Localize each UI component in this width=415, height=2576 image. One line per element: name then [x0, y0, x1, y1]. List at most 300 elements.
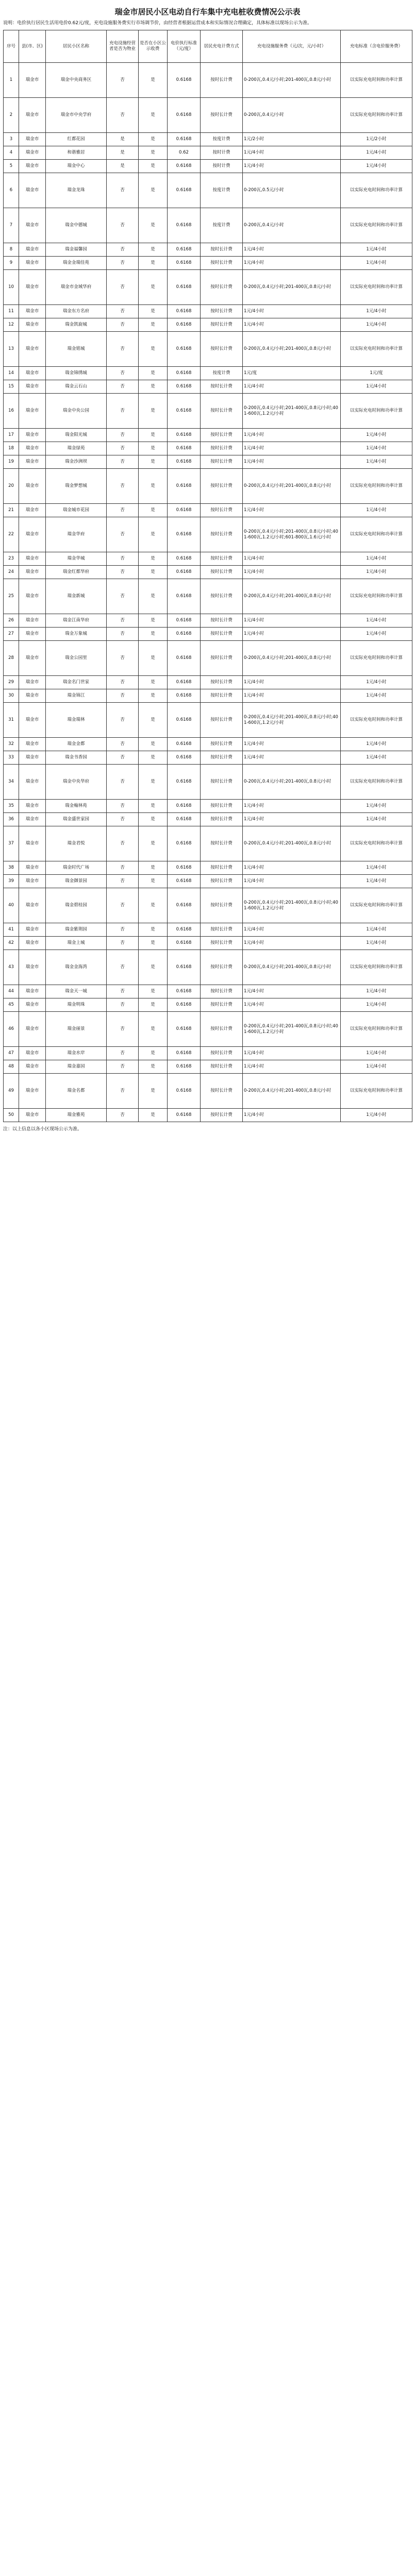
cell-charge-mode: 按度计费 [201, 367, 243, 380]
cell-is-displayed: 是 [139, 552, 168, 566]
cell-power-price: 0.6168 [168, 641, 201, 676]
cell-community: 瑞金名都 [46, 1074, 107, 1109]
table-row [4, 1012, 412, 1047]
cell-charge-mode: 按时长计费 [201, 628, 243, 641]
cell-total-price: 1元/4小时 [341, 380, 412, 394]
cell-power-price: 0.6168 [168, 517, 201, 552]
cell-service-fee: 0-200瓦,0.4元/小时;201-400瓦,0.8元/小时;401-600瓦,1.2元/小时 [243, 888, 341, 923]
table-row [4, 628, 412, 641]
cell-power-price: 0.6168 [168, 689, 201, 703]
cell-charge-mode: 按时长计费 [201, 614, 243, 628]
cell-district: 瑞金市 [19, 332, 46, 367]
cell-service-fee: 0-200瓦,0.4元/小时 [243, 208, 341, 243]
cell-is-self: 否 [107, 800, 139, 813]
cell-district: 瑞金市 [19, 826, 46, 861]
cell-is-displayed: 是 [139, 1012, 168, 1047]
table-row [4, 208, 412, 243]
cell-power-price: 0.6168 [168, 455, 201, 469]
cell-community: 瑞金公园里 [46, 641, 107, 676]
cell-is-displayed: 是 [139, 826, 168, 861]
cell-community: 瑞金江南华府 [46, 614, 107, 628]
table-row [4, 332, 412, 367]
cell-district: 瑞金市 [19, 1074, 46, 1109]
cell-charge-mode: 按时长计费 [201, 305, 243, 318]
cell-seq: 35 [4, 800, 19, 813]
table-row [4, 950, 412, 985]
cell-community: 瑞金明珠 [46, 998, 107, 1012]
cell-service-fee: 1元/4小时 [243, 689, 341, 703]
cell-charge-mode: 按时长计费 [201, 923, 243, 937]
cell-power-price: 0.6168 [168, 676, 201, 689]
cell-is-self: 否 [107, 689, 139, 703]
cell-service-fee: 0-200瓦,0.4元/小时;201-400瓦,0.8元/小时 [243, 63, 341, 98]
cell-service-fee: 1元/4小时 [243, 813, 341, 826]
cell-service-fee: 1元/4小时 [243, 455, 341, 469]
cell-seq: 17 [4, 429, 19, 442]
cell-is-displayed: 是 [139, 305, 168, 318]
cell-seq: 23 [4, 552, 19, 566]
cell-service-fee: 0-200瓦,0.4元/小时;201-400瓦,0.8元/小时 [243, 641, 341, 676]
cell-is-displayed: 是 [139, 800, 168, 813]
cell-total-price: 1元/4小时 [341, 998, 412, 1012]
cell-seq: 8 [4, 243, 19, 257]
cell-charge-mode: 按时长计费 [201, 98, 243, 133]
cell-charge-mode: 按度计费 [201, 173, 243, 208]
cell-total-price: 以实际充电时间和功率计算 [341, 469, 412, 504]
table-row [4, 861, 412, 875]
cell-district: 瑞金市 [19, 442, 46, 455]
cell-seq: 41 [4, 923, 19, 937]
cell-district: 瑞金市 [19, 160, 46, 173]
cell-is-displayed: 是 [139, 566, 168, 579]
cell-total-price: 1元/4小时 [341, 1060, 412, 1074]
cell-seq: 1 [4, 63, 19, 98]
cell-power-price: 0.6168 [168, 367, 201, 380]
cell-community: 瑞金天一城 [46, 985, 107, 998]
cell-district: 瑞金市 [19, 703, 46, 738]
cell-charge-mode: 按时长计费 [201, 1109, 243, 1122]
cell-service-fee: 0-200瓦,0.4元/小时;201-400瓦,0.8元/小时 [243, 950, 341, 985]
cell-community: 瑞金书香园 [46, 751, 107, 765]
cell-charge-mode: 按时长计费 [201, 985, 243, 998]
cell-is-self: 否 [107, 765, 139, 800]
cell-service-fee: 0-200瓦,0.4元/小时;201-400瓦,0.8元/小时 [243, 1074, 341, 1109]
cell-charge-mode: 按时长计费 [201, 1060, 243, 1074]
cell-total-price: 1元/4小时 [341, 1109, 412, 1122]
table-row [4, 133, 412, 146]
table-row [4, 738, 412, 751]
table-row [4, 270, 412, 305]
cell-total-price: 以实际充电时间和功率计算 [341, 579, 412, 614]
cell-power-price: 0.6168 [168, 270, 201, 305]
cell-total-price: 1元/4小时 [341, 800, 412, 813]
col-is-self: 充电设施经营者是否为物业 [107, 30, 139, 63]
cell-district: 瑞金市 [19, 367, 46, 380]
footer-note: 注：以上信息以各小区现场公示为准。 [3, 1127, 82, 1132]
cell-charge-mode: 按时长计费 [201, 455, 243, 469]
cell-is-self: 否 [107, 1074, 139, 1109]
cell-seq: 11 [4, 305, 19, 318]
cell-seq: 15 [4, 380, 19, 394]
cell-district: 瑞金市 [19, 257, 46, 270]
cell-community: 瑞金锦江 [46, 689, 107, 703]
col-charge-mode: 居民充电计费方式 [201, 30, 243, 63]
cell-is-displayed: 是 [139, 257, 168, 270]
cell-power-price: 0.6168 [168, 703, 201, 738]
cell-charge-mode: 按时长计费 [201, 676, 243, 689]
cell-seq: 21 [4, 504, 19, 517]
cell-is-displayed: 是 [139, 676, 168, 689]
table-row [4, 257, 412, 270]
cell-is-self: 否 [107, 367, 139, 380]
cell-community: 瑞金凯旋城 [46, 318, 107, 332]
cell-district: 瑞金市 [19, 676, 46, 689]
table-row [4, 923, 412, 937]
cell-community: 红都花园 [46, 133, 107, 146]
cell-total-price: 1元/4小时 [341, 614, 412, 628]
cell-district: 瑞金市 [19, 579, 46, 614]
cell-community: 瑞金嘉园 [46, 1060, 107, 1074]
table-row [4, 765, 412, 800]
cell-is-displayed: 是 [139, 208, 168, 243]
cell-community: 瑞金金都 [46, 738, 107, 751]
table-row [4, 826, 412, 861]
cell-seq: 25 [4, 579, 19, 614]
cell-community: 瑞金翰林苑 [46, 800, 107, 813]
table-row [4, 1074, 412, 1109]
cell-seq: 2 [4, 98, 19, 133]
cell-service-fee: 1元/4小时 [243, 504, 341, 517]
cell-power-price: 0.6168 [168, 1074, 201, 1109]
cell-is-displayed: 是 [139, 160, 168, 173]
cell-is-self: 否 [107, 1047, 139, 1060]
cell-is-displayed: 是 [139, 367, 168, 380]
cell-community: 瑞金盛世家园 [46, 813, 107, 826]
cell-is-displayed: 是 [139, 429, 168, 442]
cell-charge-mode: 按时长计费 [201, 332, 243, 367]
cell-is-self: 否 [107, 63, 139, 98]
cell-district: 瑞金市 [19, 738, 46, 751]
cell-community: 瑞金金海湾 [46, 950, 107, 985]
cell-seq: 19 [4, 455, 19, 469]
table-row [4, 380, 412, 394]
table-row [4, 243, 412, 257]
cell-service-fee: 1元/4小时 [243, 257, 341, 270]
cell-seq: 33 [4, 751, 19, 765]
cell-charge-mode: 按时长计费 [201, 469, 243, 504]
cell-seq: 32 [4, 738, 19, 751]
cell-is-displayed: 是 [139, 318, 168, 332]
cell-service-fee: 1元/4小时 [243, 800, 341, 813]
cell-district: 瑞金市 [19, 517, 46, 552]
cell-is-displayed: 是 [139, 442, 168, 455]
cell-is-displayed: 是 [139, 98, 168, 133]
cell-is-displayed: 是 [139, 133, 168, 146]
cell-community: 瑞金华城 [46, 552, 107, 566]
cell-seq: 24 [4, 566, 19, 579]
cell-community: 瑞金中央公园 [46, 394, 107, 429]
cell-total-price: 1元/4小时 [341, 676, 412, 689]
cell-charge-mode: 按时长计费 [201, 504, 243, 517]
table-row [4, 160, 412, 173]
cell-is-self: 否 [107, 243, 139, 257]
cell-is-self: 否 [107, 429, 139, 442]
cell-is-self: 否 [107, 888, 139, 923]
cell-is-self: 否 [107, 985, 139, 998]
col-total-price: 充电标准（含电价服务费） [341, 30, 412, 63]
cell-is-self: 否 [107, 738, 139, 751]
table-row [4, 937, 412, 950]
cell-power-price: 0.6168 [168, 332, 201, 367]
cell-community: 瑞金名门世家 [46, 676, 107, 689]
cell-total-price: 1元/4小时 [341, 146, 412, 160]
cell-seq: 49 [4, 1074, 19, 1109]
table-row [4, 998, 412, 1012]
cell-seq: 16 [4, 394, 19, 429]
cell-power-price: 0.6168 [168, 888, 201, 923]
cell-power-price: 0.6168 [168, 394, 201, 429]
cell-service-fee: 1元/4小时 [243, 875, 341, 888]
cell-total-price: 1元/4小时 [341, 751, 412, 765]
cell-district: 瑞金市 [19, 923, 46, 937]
cell-power-price: 0.62 [168, 146, 201, 160]
cell-district: 瑞金市 [19, 270, 46, 305]
cell-community: 瑞金华府 [46, 517, 107, 552]
cell-is-self: 否 [107, 861, 139, 875]
cell-community: 瑞金时代广场 [46, 861, 107, 875]
cell-total-price: 以实际充电时间和功率计算 [341, 394, 412, 429]
cell-district: 瑞金市 [19, 628, 46, 641]
cell-charge-mode: 按时长计费 [201, 270, 243, 305]
cell-power-price: 0.6168 [168, 305, 201, 318]
cell-community: 瑞金阳光城 [46, 429, 107, 442]
cell-is-self: 否 [107, 923, 139, 937]
cell-total-price: 以实际充电时间和功率计算 [341, 63, 412, 98]
cell-service-fee: 1元/4小时 [243, 318, 341, 332]
cell-charge-mode: 按时计费 [201, 160, 243, 173]
document-sheet [0, 0, 415, 1132]
cell-seq: 38 [4, 861, 19, 875]
cell-district: 瑞金市 [19, 1047, 46, 1060]
table-row [4, 305, 412, 318]
cell-is-self: 是 [107, 133, 139, 146]
table-row [4, 442, 412, 455]
cell-community: 瑞金绿苑 [46, 442, 107, 455]
cell-district: 瑞金市 [19, 937, 46, 950]
cell-community: 瑞金碧桂园 [46, 888, 107, 923]
table-row [4, 1060, 412, 1074]
cell-service-fee: 1元/4小时 [243, 1060, 341, 1074]
cell-district: 瑞金市 [19, 1109, 46, 1122]
cell-community: 瑞金东方名府 [46, 305, 107, 318]
cell-district: 瑞金市 [19, 614, 46, 628]
cell-power-price: 0.6168 [168, 614, 201, 628]
table-row [4, 98, 412, 133]
table-row [4, 566, 412, 579]
cell-service-fee: 1元/4小时 [243, 305, 341, 318]
cell-total-price: 以实际充电时间和功率计算 [341, 270, 412, 305]
cell-is-displayed: 是 [139, 614, 168, 628]
cell-seq: 5 [4, 160, 19, 173]
cell-power-price: 0.6168 [168, 133, 201, 146]
cell-power-price: 0.6168 [168, 98, 201, 133]
cell-total-price: 1元/4小时 [341, 689, 412, 703]
cell-district: 瑞金市 [19, 998, 46, 1012]
cell-community: 瑞金上城 [46, 937, 107, 950]
cell-seq: 4 [4, 146, 19, 160]
cell-service-fee: 0-200瓦,0.4元/小时;201-400瓦,0.8元/小时 [243, 826, 341, 861]
cell-service-fee: 1元/4小时 [243, 243, 341, 257]
cell-district: 瑞金市 [19, 469, 46, 504]
cell-total-price: 以实际充电时间和功率计算 [341, 1074, 412, 1109]
cell-is-self: 否 [107, 641, 139, 676]
cell-total-price: 1元/4小时 [341, 813, 412, 826]
cell-is-displayed: 是 [139, 703, 168, 738]
cell-seq: 22 [4, 517, 19, 552]
table-row [4, 318, 412, 332]
cell-is-displayed: 是 [139, 517, 168, 552]
table-row [4, 614, 412, 628]
cell-service-fee: 1元/4小时 [243, 998, 341, 1012]
col-is-displayed: 是否在小区公示收费 [139, 30, 168, 63]
cell-community: 瑞金雅苑 [46, 1109, 107, 1122]
cell-is-self: 否 [107, 875, 139, 888]
cell-is-self: 否 [107, 813, 139, 826]
table-row [4, 751, 412, 765]
cell-is-displayed: 是 [139, 861, 168, 875]
cell-total-price: 以实际充电时间和功率计算 [341, 950, 412, 985]
cell-total-price: 1元/度 [341, 367, 412, 380]
cell-service-fee: 1元/4小时 [243, 676, 341, 689]
cell-is-self: 否 [107, 208, 139, 243]
cell-charge-mode: 按时长计费 [201, 800, 243, 813]
cell-charge-mode: 按时长计费 [201, 813, 243, 826]
cell-power-price: 0.6168 [168, 243, 201, 257]
cell-community: 瑞金中心 [46, 160, 107, 173]
table-row [4, 367, 412, 380]
cell-power-price: 0.6168 [168, 504, 201, 517]
cell-district: 瑞金市 [19, 875, 46, 888]
cell-is-self: 否 [107, 394, 139, 429]
cell-district: 瑞金市 [19, 455, 46, 469]
cell-is-self: 否 [107, 826, 139, 861]
cell-charge-mode: 按时长计费 [201, 950, 243, 985]
cell-total-price: 1元/4小时 [341, 923, 412, 937]
cell-seq: 46 [4, 1012, 19, 1047]
cell-charge-mode: 按时长计费 [201, 937, 243, 950]
cell-power-price: 0.6168 [168, 63, 201, 98]
cell-is-displayed: 是 [139, 628, 168, 641]
table-row [4, 1047, 412, 1060]
cell-seq: 26 [4, 614, 19, 628]
cell-community: 瑞金丽景 [46, 1012, 107, 1047]
cell-total-price: 1元/4小时 [341, 875, 412, 888]
cell-community: 瑞金红都华府 [46, 566, 107, 579]
cell-community: 瑞金市中央学府 [46, 98, 107, 133]
cell-seq: 31 [4, 703, 19, 738]
cell-is-self: 否 [107, 257, 139, 270]
cell-is-self: 否 [107, 1109, 139, 1122]
cell-seq: 28 [4, 641, 19, 676]
cell-seq: 27 [4, 628, 19, 641]
charging-fee-table [3, 30, 412, 1122]
cell-charge-mode: 按时长计费 [201, 751, 243, 765]
cell-seq: 3 [4, 133, 19, 146]
cell-seq: 50 [4, 1109, 19, 1122]
cell-district: 瑞金市 [19, 689, 46, 703]
cell-seq: 10 [4, 270, 19, 305]
cell-service-fee: 1元/4小时 [243, 628, 341, 641]
cell-district: 瑞金市 [19, 751, 46, 765]
cell-total-price: 1元/2小时 [341, 133, 412, 146]
cell-is-self: 否 [107, 751, 139, 765]
cell-seq: 40 [4, 888, 19, 923]
cell-charge-mode: 按时长计费 [201, 641, 243, 676]
cell-is-self: 否 [107, 1060, 139, 1074]
cell-is-self: 否 [107, 332, 139, 367]
cell-total-price: 1元/4小时 [341, 861, 412, 875]
cell-district: 瑞金市 [19, 1012, 46, 1047]
table-row [4, 813, 412, 826]
col-seq: 序号 [4, 30, 19, 63]
cell-district: 瑞金市 [19, 243, 46, 257]
cell-power-price: 0.6168 [168, 765, 201, 800]
cell-service-fee: 1元/4小时 [243, 160, 341, 173]
cell-charge-mode: 按时长计费 [201, 318, 243, 332]
cell-is-self: 否 [107, 270, 139, 305]
cell-power-price: 0.6168 [168, 751, 201, 765]
cell-total-price: 1元/4小时 [341, 305, 412, 318]
cell-total-price: 1元/4小时 [341, 504, 412, 517]
cell-power-price: 0.6168 [168, 813, 201, 826]
cell-service-fee: 1元/4小时 [243, 1047, 341, 1060]
cell-power-price: 0.6168 [168, 950, 201, 985]
cell-is-displayed: 是 [139, 146, 168, 160]
cell-total-price: 以实际充电时间和功率计算 [341, 765, 412, 800]
cell-district: 瑞金市 [19, 888, 46, 923]
cell-service-fee: 1元/4小时 [243, 614, 341, 628]
cell-is-displayed: 是 [139, 923, 168, 937]
cell-district: 瑞金市 [19, 813, 46, 826]
cell-is-self: 否 [107, 442, 139, 455]
cell-charge-mode: 按时长计费 [201, 888, 243, 923]
cell-service-fee: 1元/4小时 [243, 738, 341, 751]
cell-district: 瑞金市 [19, 765, 46, 800]
cell-service-fee: 1元/4小时 [243, 985, 341, 998]
cell-power-price: 0.6168 [168, 628, 201, 641]
cell-service-fee: 0-200瓦,0.5元/小时 [243, 173, 341, 208]
cell-district: 瑞金市 [19, 173, 46, 208]
cell-is-displayed: 是 [139, 380, 168, 394]
cell-charge-mode: 按时长计费 [201, 861, 243, 875]
cell-seq: 44 [4, 985, 19, 998]
cell-service-fee: 0-200瓦,0.4元/小时;201-400瓦,0.8元/小时 [243, 469, 341, 504]
cell-service-fee: 1元/4小时 [243, 566, 341, 579]
cell-district: 瑞金市 [19, 641, 46, 676]
cell-power-price: 0.6168 [168, 380, 201, 394]
cell-power-price: 0.6168 [168, 923, 201, 937]
table-row [4, 63, 412, 98]
cell-charge-mode: 按时长计费 [201, 257, 243, 270]
cell-total-price: 1元/4小时 [341, 937, 412, 950]
cell-charge-mode: 按时长计费 [201, 243, 243, 257]
cell-is-displayed: 是 [139, 689, 168, 703]
cell-charge-mode: 按时长计费 [201, 765, 243, 800]
cell-is-displayed: 是 [139, 998, 168, 1012]
cell-community: 瑞金锦绣城 [46, 367, 107, 380]
cell-is-self: 否 [107, 579, 139, 614]
cell-district: 瑞金市 [19, 133, 46, 146]
